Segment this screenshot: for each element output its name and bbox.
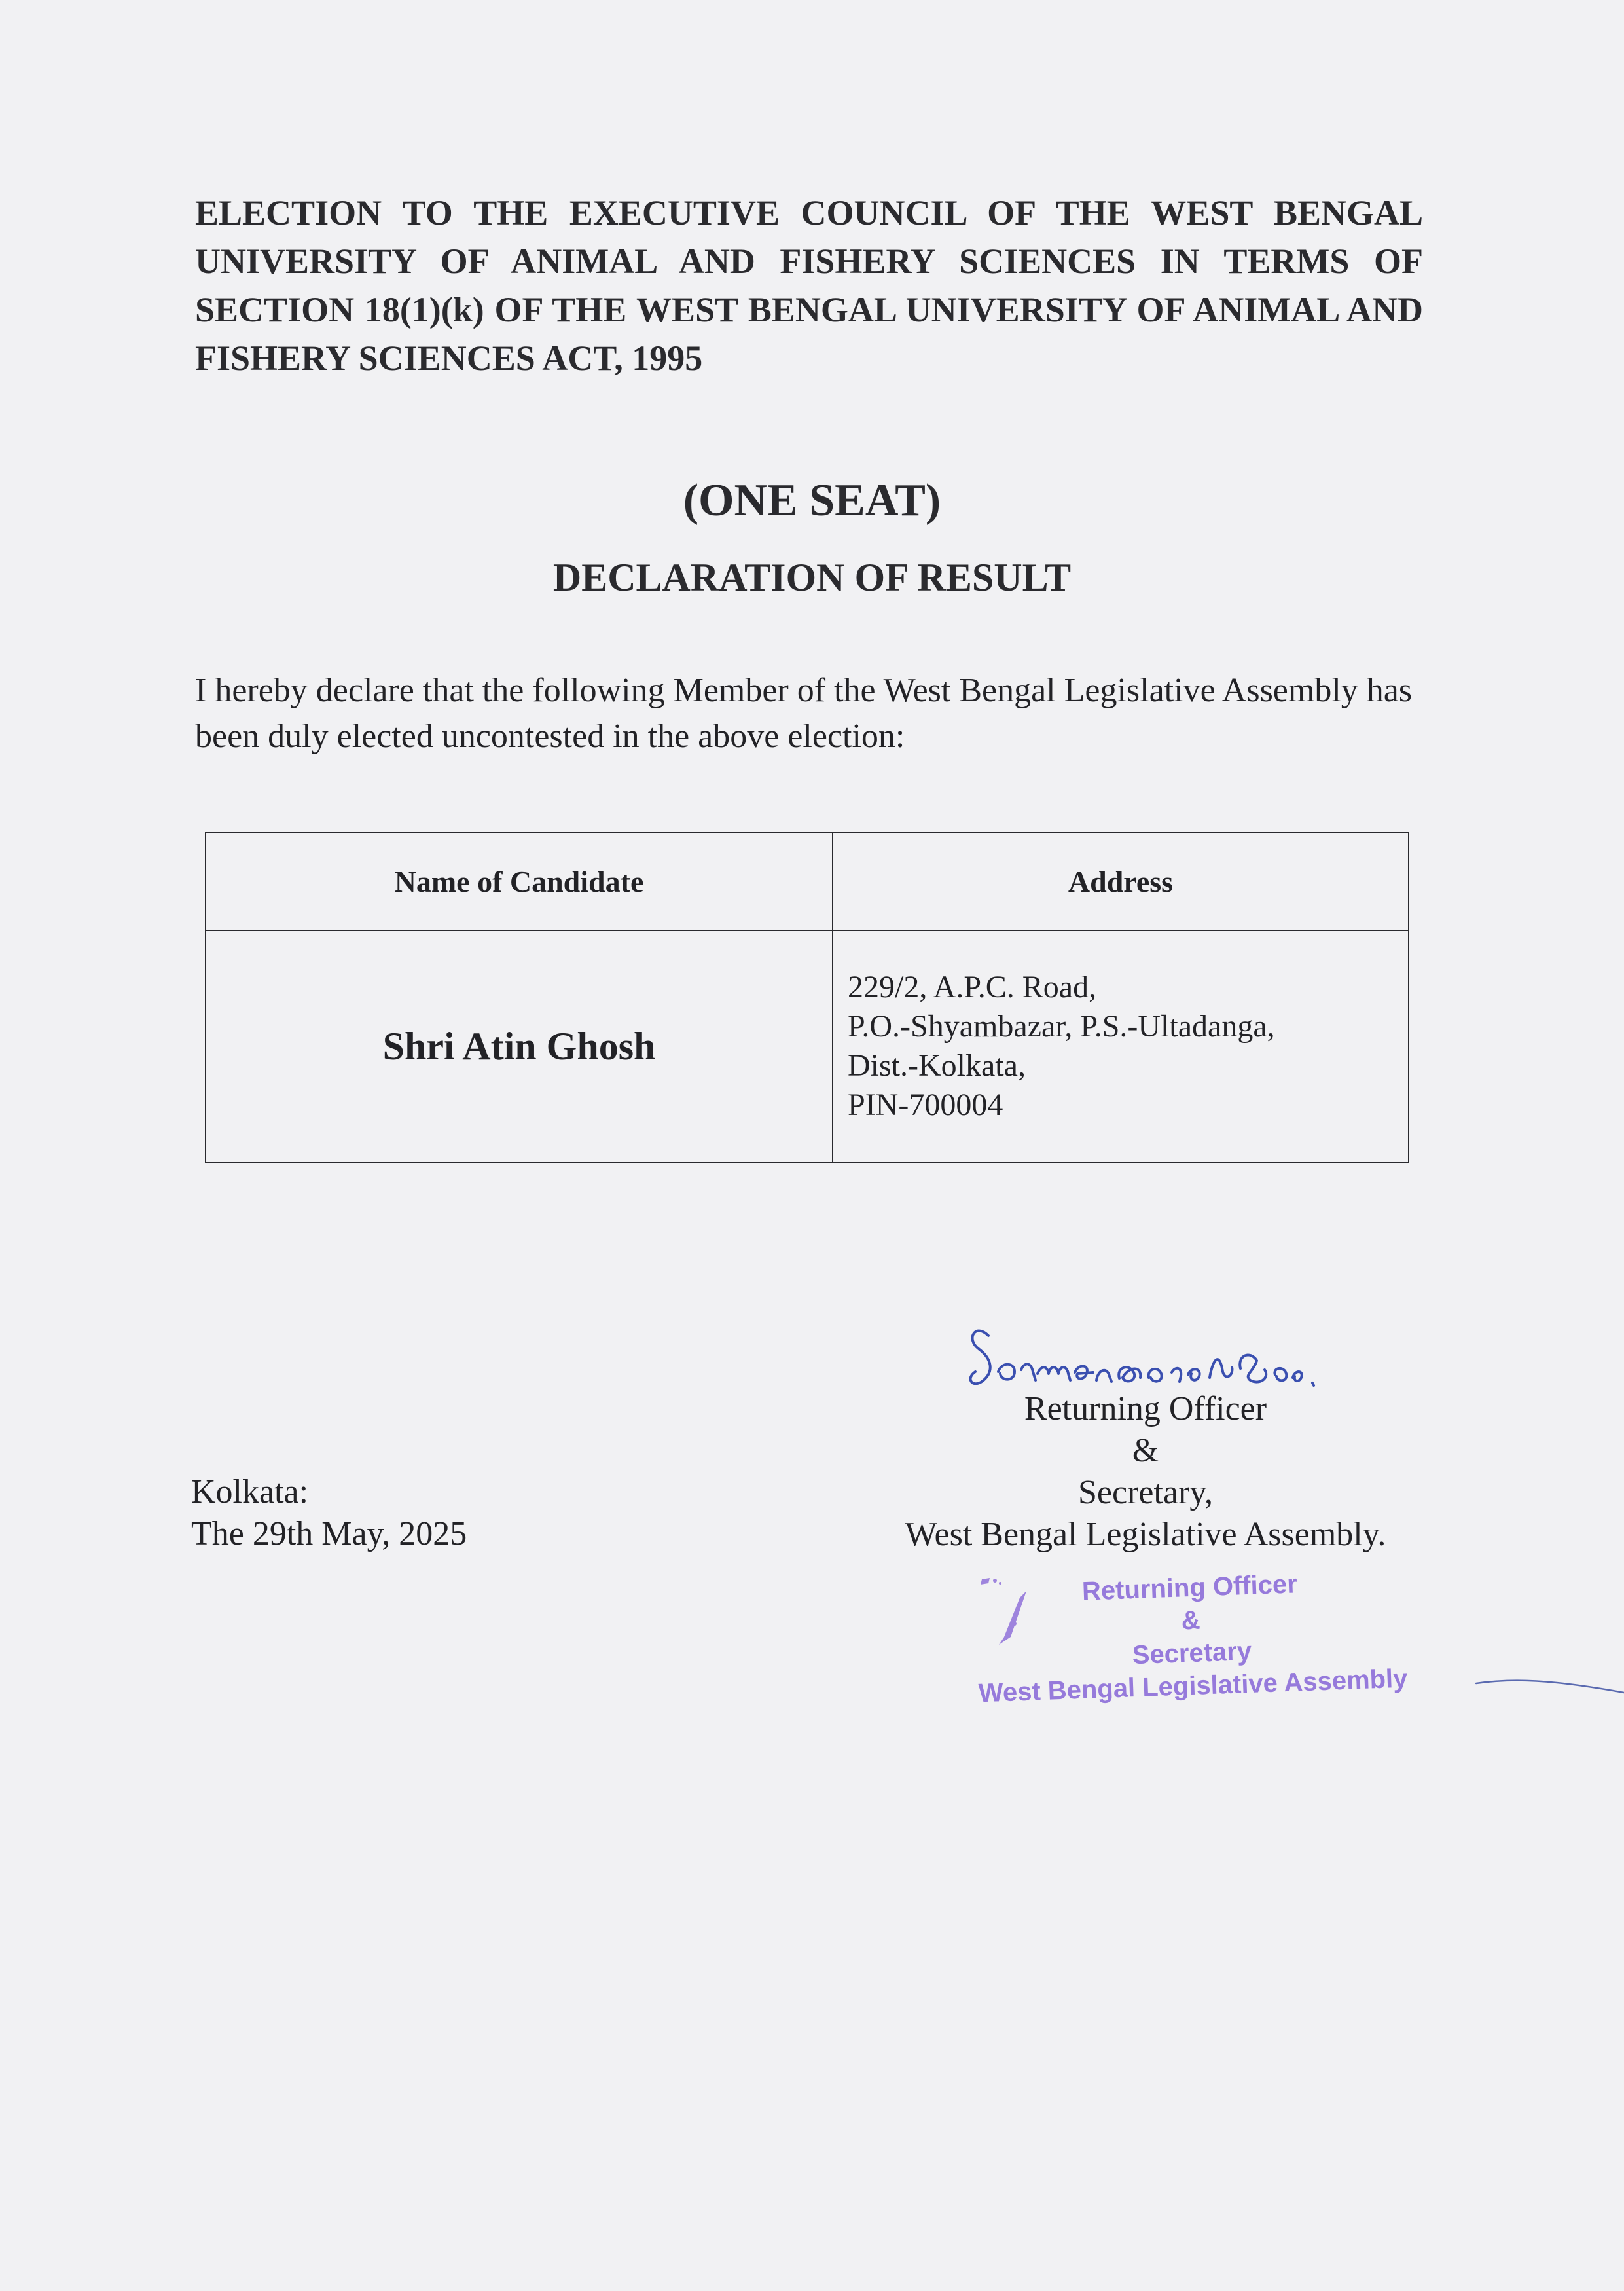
returning-officer-block [851,1388,1440,1556]
seat-count: (ONE SEAT) [683,475,941,526]
handwritten-signature [962,1310,1420,1401]
table-header-row [206,832,1409,930]
header-name-of-candidate: Name of Candidate [206,832,833,930]
stamp-text [954,1563,1430,1710]
stamp-line: Secretary [1131,1636,1252,1670]
officer-ampersand: & [1132,1432,1159,1469]
date: The 29th May, 2025 [191,1515,467,1552]
header-address: Address [833,832,1409,930]
stamp-line: West Bengal Legislative Assembly [978,1664,1409,1708]
address-line: 229/2, A.P.C. Road, [848,970,1097,1004]
officer-secretary: Secretary, [1078,1474,1213,1511]
place-date-block [191,1471,467,1555]
declaration-title: DECLARATION OF RESULT [552,556,1072,599]
document-heading: ELECTION TO THE EXECUTIVE COUNCIL OF THE WEST BENGAL UNIVERSITY OF ANIMAL AND FISHERY SCIENCES IN TERMS OF SECTION 18(1)(k) OF THE WEST BENGAL UNIVERSITY OF ANIMAL AND FISHERY SCIENCES ACT, 1995 [195,193,1423,378]
pen-stroke-mark [1473,1673,1624,1699]
official-stamp [943,1571,1427,1729]
candidate-address [833,930,1409,1162]
place: Kolkata: [191,1473,309,1511]
candidate-name: Shri Atin Ghosh [206,930,833,1162]
officer-title: Returning Officer [1024,1390,1267,1427]
address-line: P.O.-Shyambazar, P.S.-Ultadanga, [848,1009,1275,1044]
stamp-line: & [1180,1605,1201,1636]
declaration-text: I hereby declare that the following Member of the West Bengal Legislative Assembly has been duly elected uncontested in the above election: [195,672,1413,755]
stamp-line: Returning Officer [1081,1569,1298,1606]
address-line: PIN-700004 [848,1088,1003,1122]
table-row [206,930,1409,1162]
address-line: Dist.-Kolkata, [848,1048,1026,1083]
officer-organization: West Bengal Legislative Assembly. [905,1516,1386,1553]
result-table [205,832,1409,1163]
